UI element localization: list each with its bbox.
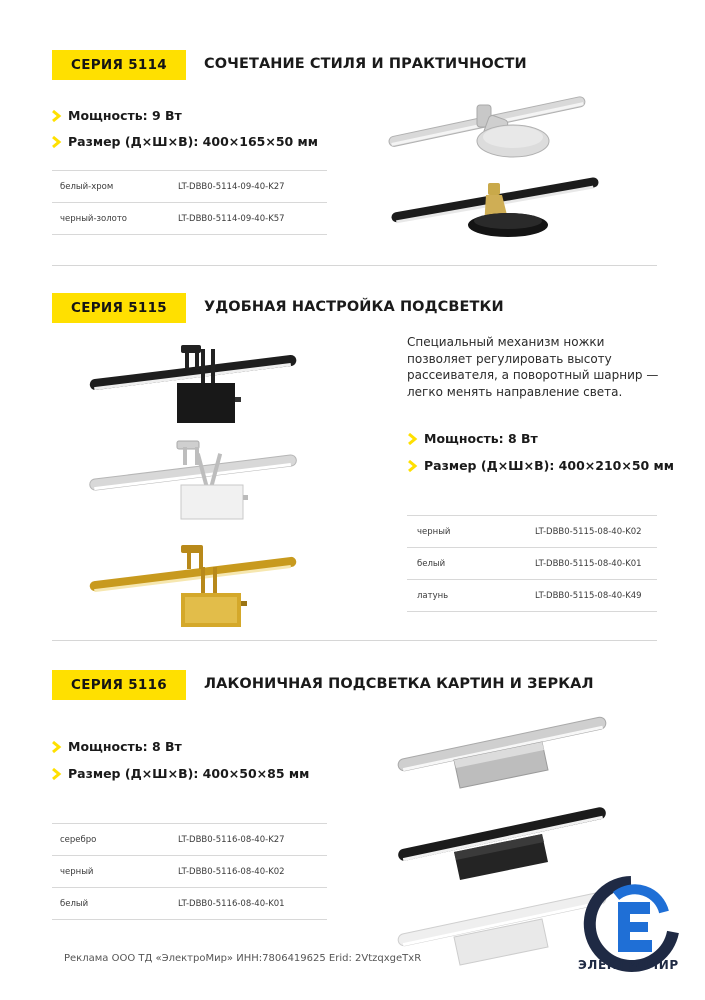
variant-code: LT-DBB0-5116-08-40-K01	[178, 898, 285, 909]
feature-size	[406, 458, 674, 473]
series-5115-section	[0, 265, 705, 640]
variant-color: латунь	[417, 590, 449, 601]
lamp-5114-black-gold-image	[388, 155, 608, 240]
lamp-5115-white-image	[85, 433, 305, 523]
feature-size	[50, 134, 318, 149]
lamp-5116-silver-image	[392, 698, 617, 793]
variant-color: черный-золото	[60, 213, 128, 224]
variant-code: LT-DBB0-5116-08-40-K02	[178, 866, 285, 877]
feature-text: Размер (Д×Ш×В): 400×165×50 мм	[68, 134, 318, 149]
variants-table	[52, 170, 327, 235]
chevron-right-icon	[50, 109, 62, 123]
chevron-right-icon	[50, 135, 62, 149]
description-line: позволяет регулировать высоту	[407, 351, 612, 366]
feature-text: Мощность: 9 Вт	[68, 108, 182, 123]
description-line: легко менять направление света.	[407, 384, 623, 399]
variant-color: серебро	[60, 834, 97, 845]
feature-power	[406, 431, 538, 446]
feature-power	[50, 108, 182, 123]
variant-color: белый	[60, 898, 89, 909]
chevron-right-icon	[406, 459, 418, 473]
table-row	[52, 203, 327, 235]
table-row	[52, 856, 327, 888]
advertising-disclaimer: Реклама ООО ТД «ЭлектроМир» ИНН:7806419625 Erid: 2VtzqxgeTxR	[64, 953, 422, 964]
series-badge: СЕРИЯ 5116	[52, 670, 186, 700]
table-row	[407, 516, 657, 548]
series-badge: СЕРИЯ 5115	[52, 293, 186, 323]
series-title: УДОБНАЯ НАСТРОЙКА ПОДСВЕТКИ	[204, 299, 504, 315]
series-description	[407, 334, 658, 400]
lamp-5114-white-chrome-image	[385, 85, 600, 160]
chevron-right-icon	[50, 767, 62, 781]
lamp-5116-black-image	[392, 788, 617, 883]
series-title: СОЧЕТАНИЕ СТИЛЯ И ПРАКТИЧНОСТИ	[204, 56, 527, 72]
feature-power	[50, 739, 182, 754]
feature-text: Мощность: 8 Вт	[424, 431, 538, 446]
chevron-right-icon	[50, 740, 62, 754]
table-row	[407, 548, 657, 580]
feature-text: Размер (Д×Ш×В): 400×50×85 мм	[68, 766, 310, 781]
variants-table	[407, 515, 657, 612]
logo-name: ЭЛЕКТРОМИР	[578, 958, 679, 972]
feature-text: Мощность: 8 Вт	[68, 739, 182, 754]
variant-code: LT-DBB0-5115-08-40-K01	[535, 558, 642, 569]
series-badge: СЕРИЯ 5114	[52, 50, 186, 80]
variant-color: черный	[417, 526, 451, 537]
variant-code: LT-DBB0-5114-09-40-K57	[178, 213, 285, 224]
chevron-right-icon	[406, 432, 418, 446]
lamp-5115-black-image	[85, 335, 305, 430]
table-row	[52, 824, 327, 856]
feature-text: Размер (Д×Ш×В): 400×210×50 мм	[424, 458, 674, 473]
feature-size	[50, 766, 309, 781]
variant-color: белый-хром	[60, 181, 114, 192]
series-5114-section	[0, 0, 705, 265]
table-row	[52, 171, 327, 203]
variant-code: LT-DBB0-5115-08-40-K49	[535, 590, 642, 601]
description-line: рассеивателя, а поворотный шарнир —	[407, 368, 659, 382]
variant-color: черный	[60, 866, 94, 877]
variant-code: LT-DBB0-5115-08-40-K02	[535, 526, 642, 537]
lamp-5115-brass-image	[85, 537, 305, 632]
variants-table	[52, 823, 327, 920]
series-title: ЛАКОНИЧНАЯ ПОДСВЕТКА КАРТИН И ЗЕРКАЛ	[204, 676, 594, 692]
variant-code: LT-DBB0-5116-08-40-K27	[178, 834, 285, 845]
variant-code: LT-DBB0-5114-09-40-K27	[178, 181, 285, 192]
description-line: Специальный механизм ножки	[407, 335, 605, 349]
table-row	[52, 888, 327, 920]
table-row	[407, 580, 657, 612]
variant-color: белый	[417, 558, 446, 569]
